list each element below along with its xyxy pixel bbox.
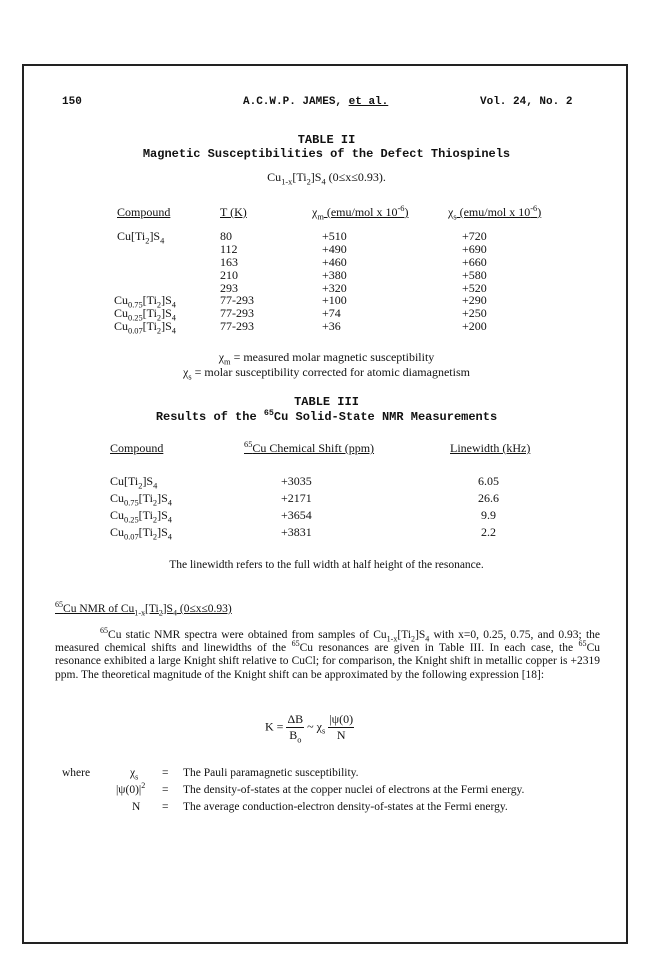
table2-col-compound: Compound: [117, 205, 171, 219]
table3-compound: $Cu_{0.07}[Ti_2]S_4$: [110, 525, 172, 542]
table2-cell: +250: [462, 306, 487, 320]
knight-shift-equation: K = $\frac{\Delta B}{B_o}$ ~ $\chi_s$ $\frac{|\psi(0)}{N}$: [265, 712, 354, 745]
table2-compound: $Cu_{0.75}[Ti_2]S_4$: [114, 293, 176, 310]
table3-cell: +3654: [281, 508, 312, 522]
table3-label: TABLE III: [294, 395, 359, 409]
table3-cell: 6.05: [478, 474, 499, 488]
def-text: The average conduction-electron density-of-states at the Fermi energy.: [183, 801, 508, 813]
table2-cell: +720: [462, 229, 487, 243]
table2-formula: $Cu_{1-x}[Ti_2]S_4$ (0≤x≤0.93).: [267, 170, 386, 187]
table3-cell: 26.6: [478, 491, 499, 505]
table2-title: Magnetic Susceptibilities of the Defect Thiospinels: [142, 147, 511, 161]
table2-cell: +460: [322, 255, 347, 269]
table2-cell: 293: [220, 281, 238, 295]
table2-cell: +100: [322, 293, 347, 307]
running-authors: A.C.W.P. JAMES, et al.: [243, 96, 389, 108]
def-text: The density-of-states at the copper nuclei of electrons at the Fermi energy.: [183, 784, 525, 796]
where-label: where: [62, 767, 91, 779]
table3-cell: +3035: [281, 474, 312, 488]
page-number: 150: [62, 96, 82, 108]
def-symbol: N: [132, 801, 141, 813]
def-text: The Pauli paramagnetic susceptibility.: [183, 767, 359, 779]
table2-col-chi-s: $\chi_s$ (emu/mol x $10^{-6}$): [448, 204, 542, 222]
fraction-psi: $\frac{|\psi(0)}{N}$: [329, 712, 354, 742]
table2-cell: +290: [462, 293, 487, 307]
table2-cell: 163: [220, 255, 238, 269]
table2-cell: 80: [220, 229, 232, 243]
def-symbol: $|\psi(0)|^2$: [116, 781, 146, 796]
table2-note-chi-s: $\chi_s$ = molar susceptibility corrected for atomic diamagnetism: [183, 365, 470, 382]
table2-cell: +200: [462, 319, 487, 333]
table2-label: TABLE II: [297, 133, 356, 147]
table3-col-chemical-shift: $^{65}$Cu Chemical Shift (ppm): [244, 440, 375, 455]
table2-cell: +580: [462, 268, 487, 282]
table2-col-temperature: T (K): [220, 205, 247, 219]
table2-cell: +660: [462, 255, 487, 269]
table2-cell: 77-293: [220, 293, 254, 307]
table2-cell: 210: [220, 268, 238, 282]
table3-compound: $Cu_{0.75}[Ti_2]S_4$: [110, 491, 172, 508]
def-equals: =: [162, 784, 169, 796]
table2-cell: +380: [322, 268, 347, 282]
table2-col-chi-m: $\chi_m$ (emu/mol x $10^{-6}$): [312, 204, 409, 222]
table2-cell: +490: [322, 242, 347, 256]
table2-cell: +36: [322, 319, 341, 333]
table3-cell: +2171: [281, 491, 312, 505]
table3-col-linewidth: Linewidth (kHz): [450, 441, 531, 455]
table2-cell: +510: [322, 229, 347, 243]
table2-cell: 77-293: [220, 319, 254, 333]
table3-cell: 2.2: [481, 525, 496, 539]
volume-info: Vol. 24, No. 2: [480, 96, 573, 108]
table3-compound: $Cu[Ti_2]S_4$: [110, 474, 158, 491]
def-symbol: $\chi_s$: [130, 767, 139, 782]
table3-cell: 9.9: [481, 508, 496, 522]
table3-col-compound: Compound: [110, 441, 164, 455]
body-paragraph: $^{65}$Cu static NMR spectra were obtained from samples of $Cu_{1-x}[Ti_2]S_4$ with x=0, 0.25, 0.75, and 0.93; the measured chemical shifts and linewidths of the $^{65}$Cu resonances are given in Table III. In each case, the $^{65}$Cu resonance exhibited a large Knight shift relative to CuCl; for comparison, the Knight shift in metallic copper is +2319 ppm. The theoretical magnitude of the Knight shift can be approximated by the following expression [18]:: [55, 626, 600, 681]
table2-cell: 77-293: [220, 306, 254, 320]
table3-cell: +3831: [281, 525, 312, 539]
table2-cell: +320: [322, 281, 347, 295]
table2-cell: +74: [322, 306, 341, 320]
table2-cell: 112: [220, 242, 238, 256]
def-equals: =: [162, 767, 169, 779]
table2-cell: +690: [462, 242, 487, 256]
table3-title: Results of the $^{65}$Cu Solid-State NMR Measurements: [155, 408, 498, 424]
table3-footnote: The linewidth refers to the full width at half height of the resonance.: [169, 559, 484, 571]
fraction-delta-b: $\frac{\Delta B}{B_o}$: [287, 712, 304, 745]
def-equals: =: [162, 801, 169, 813]
table2-compound: $Cu_{0.07}[Ti_2]S_4$: [114, 319, 176, 336]
table2-cell: +520: [462, 281, 487, 295]
table3-compound: $Cu_{0.25}[Ti_2]S_4$: [110, 508, 172, 525]
section-heading: $^{65}$Cu NMR of $Cu_{1-x}[Ti_2]S_4$ (0≤x≤0.93): [55, 600, 232, 618]
table2-compound: $Cu_{0.25}[Ti_2]S_4$: [114, 306, 176, 323]
table2-compound: $Cu[Ti_2]S_4$: [117, 229, 165, 246]
table2-note-chi-m: $\chi_m$ = measured molar magnetic susceptibility: [218, 350, 435, 367]
